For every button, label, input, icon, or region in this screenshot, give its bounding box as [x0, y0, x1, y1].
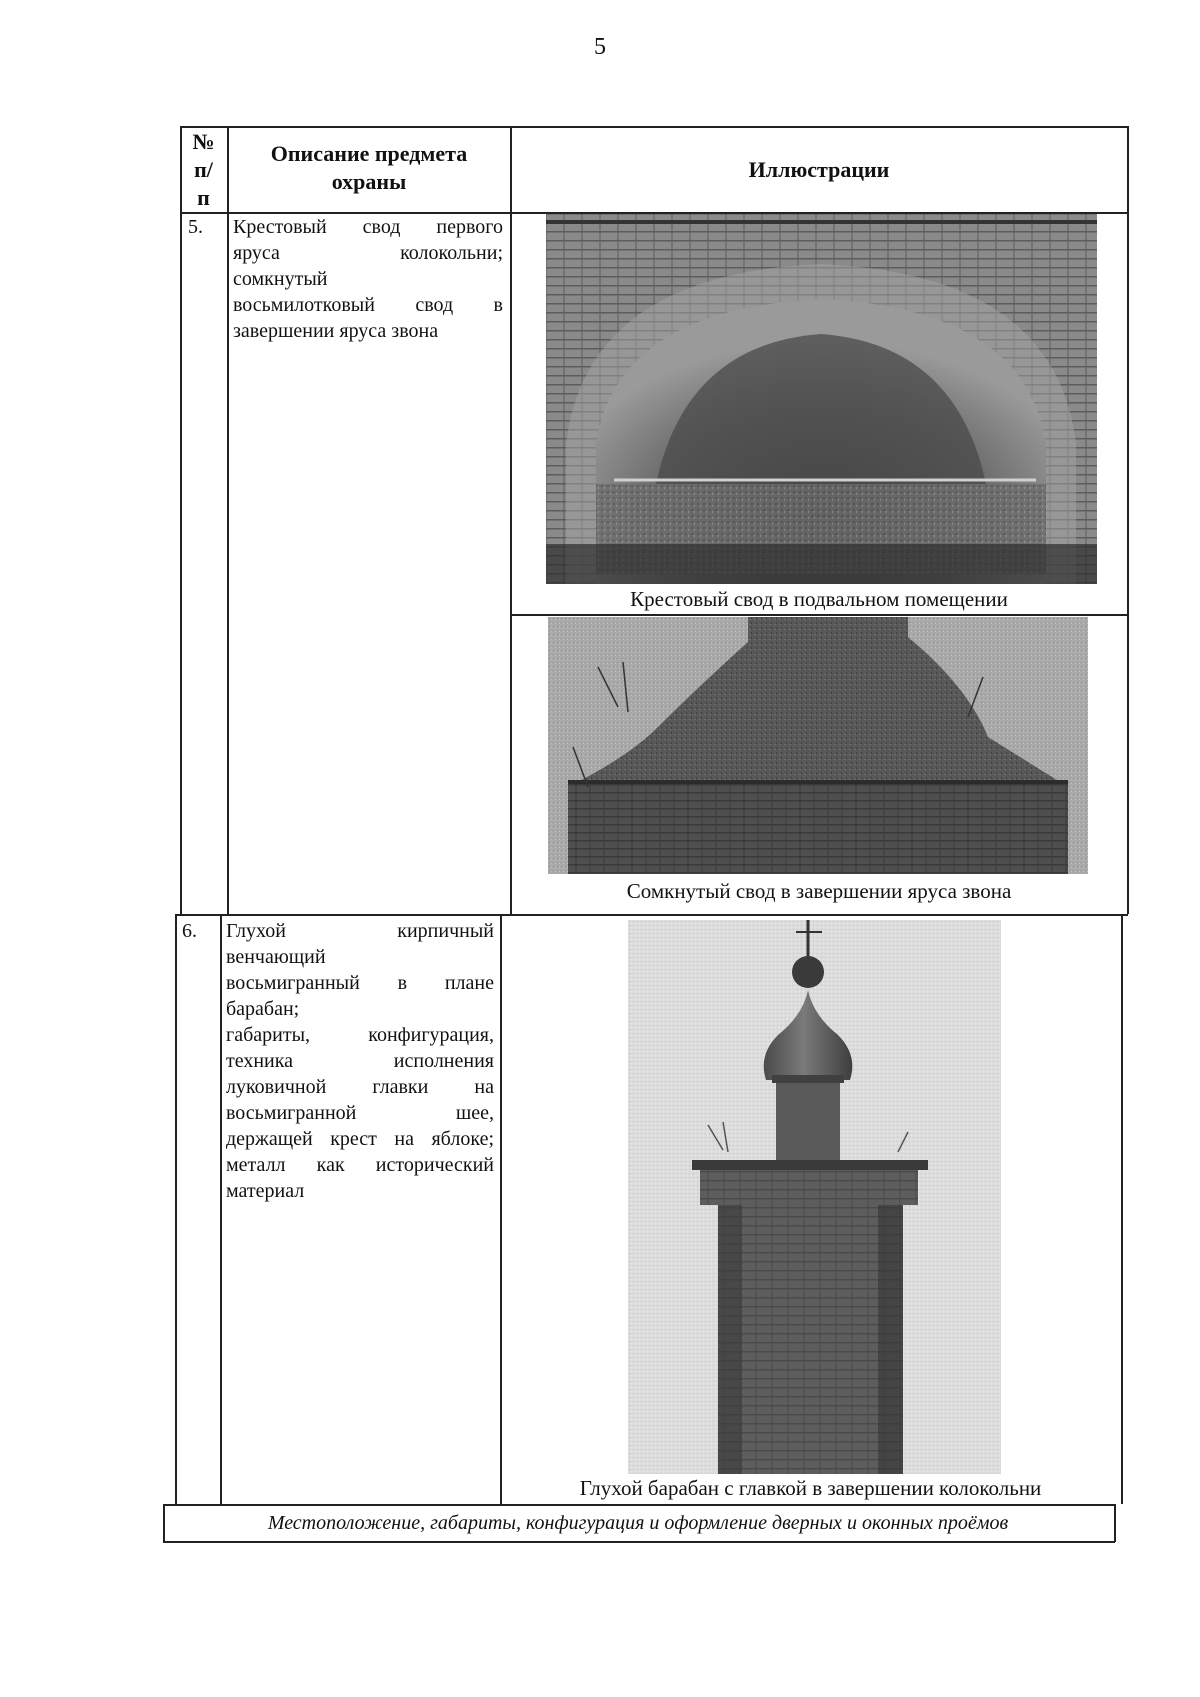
row-5-description-line: завершении яруса звона: [233, 320, 439, 342]
table-border-top: [180, 126, 1128, 128]
row-6-description-line: габариты, конфигурация,: [226, 1024, 494, 1046]
closed-vault-photo: [548, 617, 1088, 874]
row-6-description-line: луковичной главки на: [226, 1076, 494, 1098]
row-6-description: [226, 918, 494, 1204]
table-border-right: [1127, 126, 1129, 914]
row-5-description-line: сомкнутый: [233, 268, 328, 290]
col-divider-1-top: [227, 126, 229, 914]
footer-border-right: [1114, 1504, 1116, 1542]
row-5-description-line: восьмилотковый свод в: [233, 294, 503, 316]
table-border-bottom: [163, 1541, 1115, 1543]
row-6-caption: Глухой барабан с главкой в завершении колокольни: [579, 1476, 1042, 1500]
row-6-description-line: материал: [226, 1180, 305, 1202]
section-footer: Местоположение, габариты, конфигурация и оформление дверных и оконных проёмов: [267, 1512, 1009, 1534]
drum-with-dome-photo: [628, 920, 1001, 1474]
row-6-description-line: восьмигранной шее,: [226, 1102, 494, 1124]
cross-vault-photo: [546, 214, 1097, 584]
table-border-left-top: [180, 126, 182, 914]
row-6-description-line: техника исполнения: [226, 1050, 494, 1072]
row-5-description: [233, 214, 503, 344]
col-divider-1-bottom: [220, 914, 222, 1504]
table-border-right-bottom: [1121, 914, 1123, 1504]
header-description: [228, 140, 510, 196]
header-number-line-2: п/: [194, 157, 213, 182]
row-divider-5-6: [175, 914, 1128, 916]
row-6-description-line: металл как исторический: [226, 1154, 494, 1176]
page-number: 5: [594, 34, 606, 60]
row-5-caption-1: Крестовый свод в подвальном помещении: [630, 587, 1008, 611]
table-border-left-bottom: [175, 914, 177, 1504]
illus-divider-row5: [510, 614, 1128, 616]
row-5-number: 5.: [188, 216, 203, 238]
header-number-line-3: п: [197, 185, 210, 210]
row-6-description-line: барабан;: [226, 998, 300, 1020]
row-6-number: 6.: [182, 920, 197, 942]
col-divider-2-top: [510, 126, 512, 914]
header-number-line-1: №: [192, 129, 215, 154]
row-6-description-line: Глухой кирпичный: [226, 920, 494, 942]
row-6-description-line: держащей крест на яблоке;: [226, 1128, 494, 1150]
row-5-description-line: яруса колокольни;: [233, 242, 503, 264]
header-number: [180, 126, 227, 212]
row-5-caption-2: Сомкнутый свод в завершении яруса звона: [626, 879, 1012, 903]
header-description-line-2: охраны: [331, 169, 407, 194]
header-description-line-1: Описание предмета: [270, 141, 468, 166]
row-6-description-line: восьмигранный в плане: [226, 972, 494, 994]
row-5-description-line: Крестовый свод первого: [233, 216, 503, 238]
col-divider-2-bottom: [500, 914, 502, 1504]
row-6-description-line: венчающий: [226, 946, 326, 968]
header-illustrations: Иллюстрации: [748, 157, 890, 182]
